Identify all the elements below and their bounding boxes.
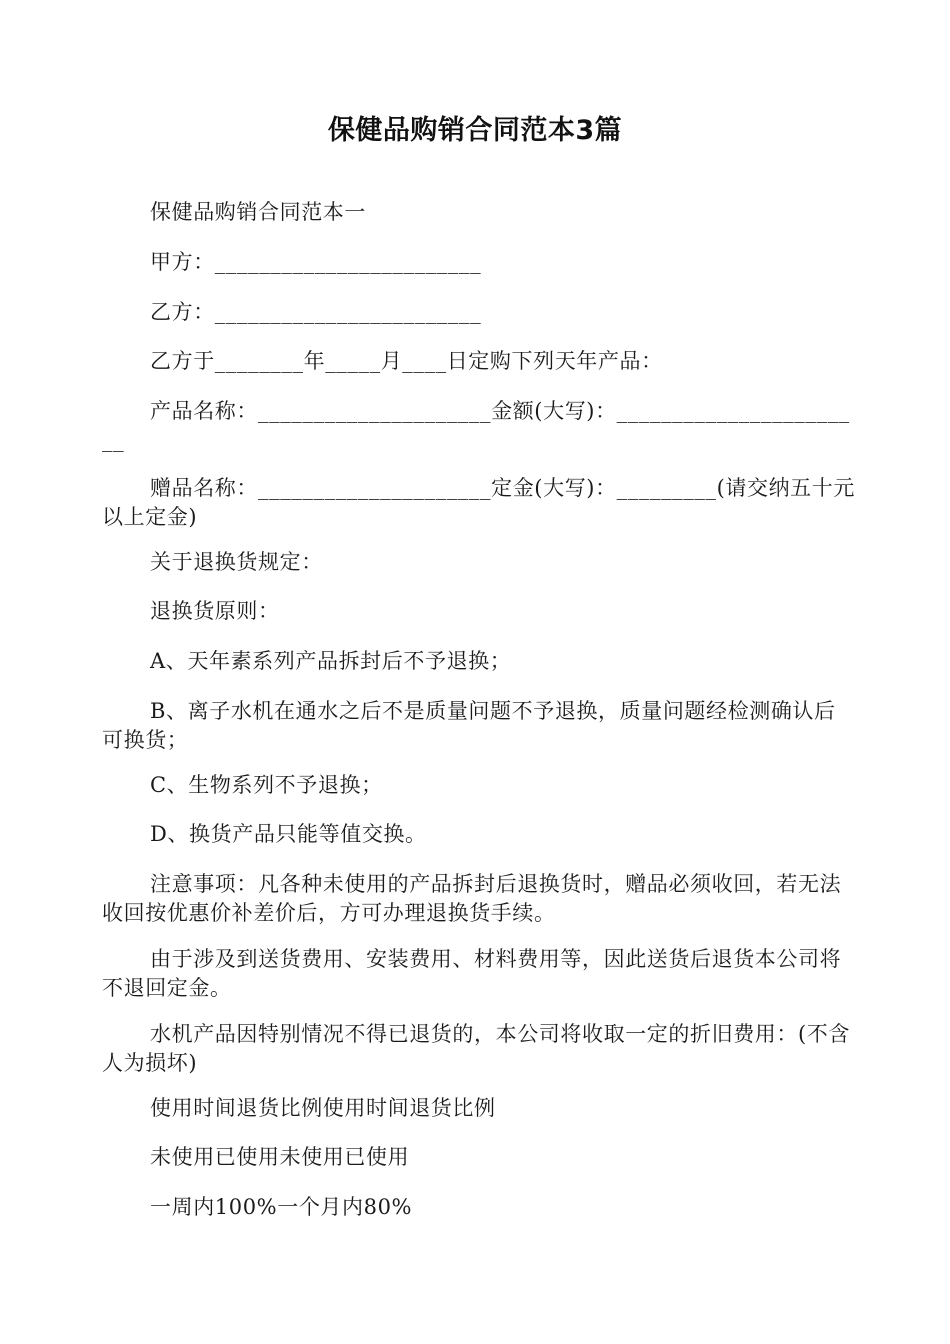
table-subheader-line: 未使用已使用未使用已使用 <box>150 1145 410 1169</box>
deposit-paragraph: 由于涉及到送货费用、安装费用、材料费用等，因此送货后退货本公司将不退回定金。 <box>102 947 842 1000</box>
order-date-line: 乙方于________年_____月____日定购下列天年产品： <box>150 349 663 373</box>
rule-c: C、生物系列不予退换； <box>150 773 383 797</box>
notice-paragraph: 注意事项：凡各种未使用的产品拆封后退换货时，赠品必须收回，若无法收回按优惠价补差价后，方可办理退换货手续。 <box>102 872 842 925</box>
document-title: 保健品购销合同范本3篇 <box>327 115 623 146</box>
rule-b: B、离子水机在通水之后不是质量问题不予退换，质量问题经检测确认后可换货； <box>102 699 836 752</box>
return-principle-heading: 退换货原则： <box>150 599 280 623</box>
party-a-line: 甲方：________________________ <box>150 250 482 274</box>
return-rules-heading: 关于退换货规定： <box>150 550 323 574</box>
gift-name-line: 赠品名称：_____________________定金(大写)：_________(请交纳五十元以上定金) <box>102 476 855 529</box>
section-heading: 保健品购销合同范本一 <box>150 200 366 224</box>
table-row-line: 一周内100%一个月内80% <box>150 1195 413 1219</box>
product-name-line: 产品名称：_____________________金额(大写)：_______________________ <box>102 399 850 452</box>
depreciation-paragraph: 水机产品因特别情况不得已退货的，本公司将收取一定的折旧费用：(不含人为损坏) <box>102 1022 850 1075</box>
party-b-line: 乙方：________________________ <box>150 300 482 324</box>
table-header-line: 使用时间退货比例使用时间退货比例 <box>150 1096 496 1120</box>
rule-a: A、天年素系列产品拆封后不予退换； <box>150 649 512 673</box>
rule-d: D、换货产品只能等值交换。 <box>150 822 427 846</box>
